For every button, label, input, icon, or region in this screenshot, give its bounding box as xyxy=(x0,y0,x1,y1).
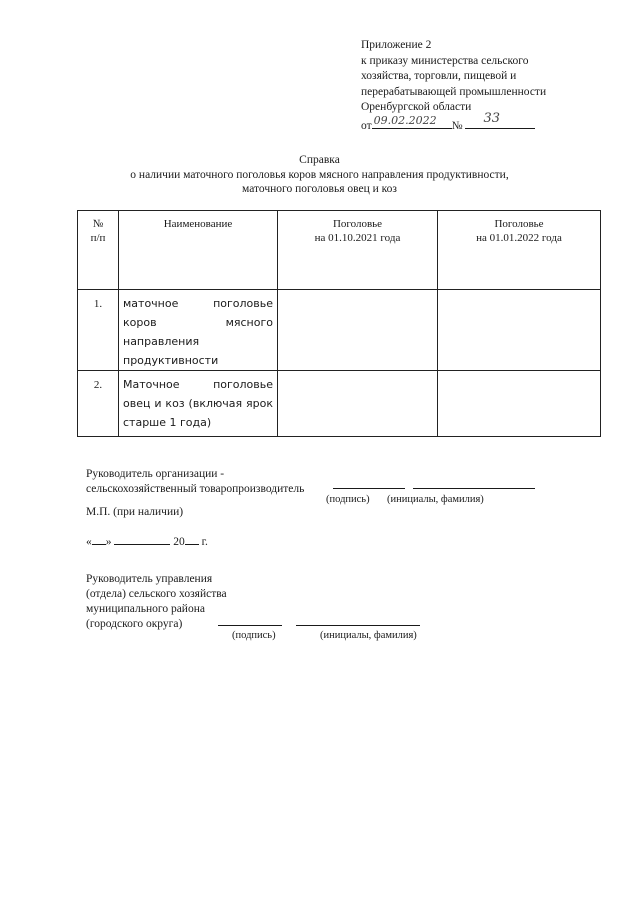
date-open: « xyxy=(86,536,92,548)
header-col3-line1: Поголовье xyxy=(332,218,383,230)
order-date-field xyxy=(372,113,452,129)
row-value-2022 xyxy=(438,371,601,437)
date-prefix: от xyxy=(361,119,372,132)
table-row xyxy=(78,371,601,437)
title-heading: Справка xyxy=(299,154,340,166)
date-year-prefix: 20 xyxy=(173,536,185,548)
table-row xyxy=(78,290,601,371)
date-day-field xyxy=(92,532,106,545)
header-col4-line2: на 01.01.2022 года xyxy=(476,232,562,244)
org-line-1: Руководитель организации - xyxy=(86,468,225,480)
row-name: маточное поголовье коров мясного направления продуктивности xyxy=(119,290,278,371)
appendix-line: к приказу министерства сельского xyxy=(361,54,529,67)
appendix-line: перерабатывающей промышленности xyxy=(361,85,547,98)
dept-signature-block xyxy=(86,572,227,632)
dept-line-4: (городского округа) xyxy=(86,618,183,630)
dept-line-2: (отдела) сельского хозяйства xyxy=(86,588,227,600)
org-caption-sign: (подпись) xyxy=(326,494,370,505)
org-caption-name: (инициалы, фамилия) xyxy=(387,494,484,505)
appendix-line: Приложение 2 xyxy=(361,39,432,51)
org-sign-line xyxy=(333,488,405,489)
org-line-2: сельскохозяйственный товаропроизводитель xyxy=(86,483,305,495)
order-date-value: 09.02.2022 xyxy=(373,113,437,127)
header-num xyxy=(78,211,119,290)
dept-caption-name: (инициалы, фамилия) xyxy=(320,630,417,641)
table-header-row xyxy=(78,211,601,290)
header-col4-line1: Поголовье xyxy=(494,218,544,230)
document-title xyxy=(0,153,639,197)
org-name-line xyxy=(413,488,535,489)
org-signature-block xyxy=(86,467,304,497)
header-col4 xyxy=(438,211,601,290)
dept-name-line xyxy=(296,625,420,626)
appendix-header xyxy=(361,38,611,135)
title-line-2: маточного поголовья овец и коз xyxy=(242,183,397,195)
header-name-text: Наименование xyxy=(163,218,233,230)
date-year-field xyxy=(185,532,199,545)
dept-line-3: муниципального района xyxy=(86,603,205,615)
number-sign: № xyxy=(451,119,463,132)
signing-date xyxy=(86,532,208,550)
date-year-suffix: г. xyxy=(198,536,208,548)
order-number-field xyxy=(465,110,535,129)
row-value-2021 xyxy=(278,371,438,437)
livestock-table xyxy=(77,210,601,437)
row-value-2022 xyxy=(438,290,601,371)
header-col3 xyxy=(278,211,438,290)
stamp-label: М.П. (при наличии) xyxy=(86,506,184,518)
header-num-line2: п/п xyxy=(90,232,106,244)
title-line-1: о наличии маточного поголовья коров мясного направления продуктивности, xyxy=(130,168,509,181)
dept-sign-line xyxy=(218,625,282,626)
dept-line-1: Руководитель управления xyxy=(86,573,213,585)
header-col3-line2: на 01.10.2021 года xyxy=(314,232,401,244)
row-num: 2. xyxy=(78,371,119,437)
dept-caption-sign: (подпись) xyxy=(232,630,276,641)
header-name xyxy=(119,211,278,290)
date-close: » xyxy=(105,536,112,548)
header-num-line1: № xyxy=(92,218,104,230)
row-num: 1. xyxy=(78,290,119,371)
date-month-field xyxy=(114,532,170,545)
row-name: Маточное поголовье овец и коз (включая ярок старше 1 года) xyxy=(119,371,278,437)
order-number-value: 33 xyxy=(483,110,501,126)
order-date-line xyxy=(361,110,611,135)
row-value-2021 xyxy=(278,290,438,371)
appendix-line: Оренбургской области xyxy=(361,101,472,114)
appendix-line: хозяйства, торговли, пищевой и xyxy=(361,70,517,83)
